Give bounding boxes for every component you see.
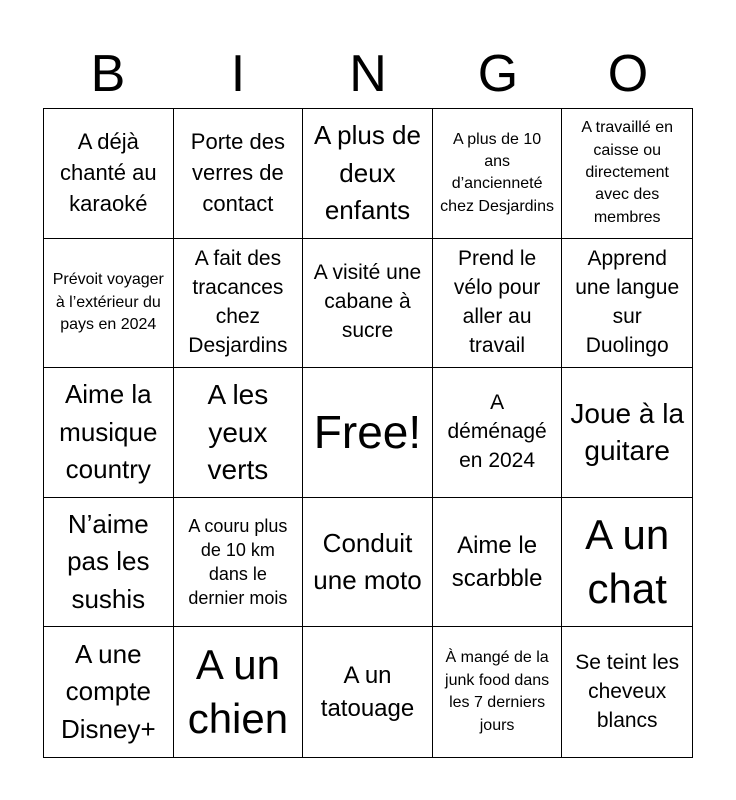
cell-text: Prévoit voyager à l’extérieur du pays en 2024 [52,271,164,334]
free-space-cell[interactable] [303,368,433,498]
cell-text: A déjà chanté au karaoké [59,129,157,216]
header-letter-i: I [230,45,246,103]
cell-text: A fait des tracances chez Desjardins [188,246,288,357]
cell-text: A un chat [585,510,670,613]
bingo-cell[interactable] [303,109,433,239]
cell-text: A travaillé en caisse ou directement avec des membres [581,119,673,226]
cell-text: A plus de deux enfants [314,120,421,226]
bingo-cell[interactable] [44,627,174,757]
bingo-cell[interactable] [174,368,304,498]
bingo-cell[interactable] [174,239,304,369]
bingo-cell[interactable] [562,498,692,628]
cell-text: Conduit une moto [313,527,422,596]
cell-text: A plus de 10 ans d’ancienneté chez Desjardins [440,130,554,215]
cell-text: Joue à la guitare [570,397,685,467]
cell-text: A couru plus de 10 km dans le dernier mois [188,515,288,609]
bingo-cell[interactable] [562,368,692,498]
cell-text: A déménagé en 2024 [447,391,547,472]
cell-text: À mangé de la junk food dans les 7 derniers jours [445,649,550,734]
cell-text: N’aime pas les sushis [67,508,150,614]
bingo-cell[interactable] [44,109,174,239]
header-letter-o: O [607,45,649,103]
header-letter-b: B [90,45,126,103]
bingo-header [43,38,693,110]
cell-text: A un tatouage [320,661,415,723]
cell-text: Apprend une langue sur Duolingo [575,246,680,357]
bingo-cell[interactable] [303,627,433,757]
bingo-cell[interactable] [174,627,304,757]
bingo-cell[interactable] [44,239,174,369]
bingo-cell[interactable] [44,498,174,628]
cell-text: Aime la musique country [59,379,158,485]
cell-text: A les yeux verts [207,378,269,486]
bingo-cell[interactable] [562,109,692,239]
bingo-cell[interactable] [303,498,433,628]
bingo-cell[interactable] [433,239,563,369]
cell-text: Aime le scarbble [451,531,543,593]
bingo-cell[interactable] [562,627,692,757]
bingo-cell[interactable] [433,109,563,239]
cell-text: A une compte Disney+ [60,639,156,744]
cell-text: A visité une cabane à sucre [313,261,422,343]
bingo-cell[interactable] [44,368,174,498]
bingo-cell[interactable] [562,239,692,369]
header-letter-n: N [349,45,387,103]
bingo-grid [43,108,693,758]
cell-text: Se teint les cheveux blancs [575,650,680,732]
cell-text: Porte des verres de contact [190,129,285,216]
bingo-cell[interactable] [174,498,304,628]
cell-text: Free! [313,405,422,458]
cell-text: Prend le vélo pour aller au travail [453,246,541,357]
cell-text: A un chien [187,640,289,743]
bingo-cell[interactable] [174,109,304,239]
bingo-cell[interactable] [433,627,563,757]
header-letter-g: G [477,45,519,103]
bingo-cell[interactable] [303,239,433,369]
bingo-cell[interactable] [433,368,563,498]
bingo-cell[interactable] [433,498,563,628]
